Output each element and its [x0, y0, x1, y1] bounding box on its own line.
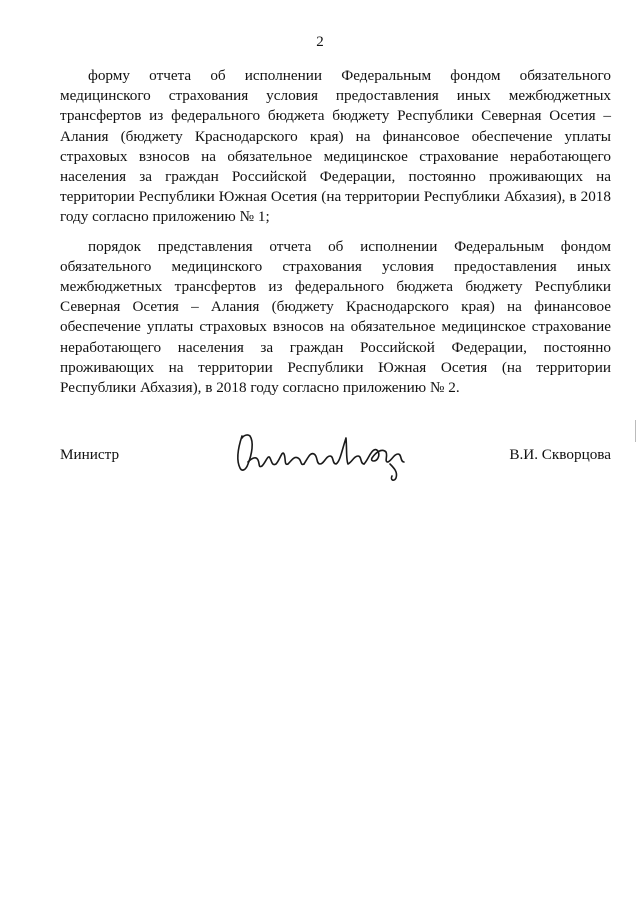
- signer-name: В.И. Скворцова: [509, 446, 611, 463]
- page-number: 2: [316, 34, 324, 50]
- signer-position: Министр: [60, 446, 120, 463]
- signature-block: [60, 428, 611, 488]
- paragraph-report-form: форму отчета об исполнении Федеральным фондом обязательного медицинского страхования условия предоставления иных межбюджетных трансфертов из федерального бюджета бюджету Республики Северная Осетия – Алания (бюджету Краснодарского края) на финансовое обеспечение уплаты страховых взносов на обязательное медицинское страхование неработающего населения за граждан Российской Федерации, постоянно проживающих на территории Республики Южная Осетия (на территории Республики Абхазия), в 2018 году согласно приложению № 1;: [60, 67, 611, 226]
- paragraph-report-procedure: порядок представления отчета об исполнении Федеральным фондом обязательного медицинского страхования условия предоставления иных межбюджетных трансфертов из федерального бюджета бюджету Республики Северная Осетия – Алания (бюджету Краснодарского края) на финансовое обеспечение уплаты страховых взносов на обязательное медицинское страхование неработающего населения за граждан Российской Федерации, постоянно проживающих на территории Республики Южная Осетия (на территории Республики Абхазия), в 2018 году согласно приложению № 2.: [60, 237, 611, 397]
- handwritten-signature: [230, 428, 420, 486]
- document-body: [60, 66, 611, 407]
- scan-edge-mark: [635, 420, 636, 442]
